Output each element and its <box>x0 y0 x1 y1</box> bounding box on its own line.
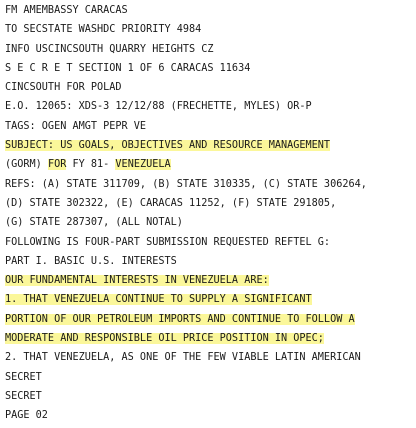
line-text: E.O. 12065: XDS-3 12/12/88 (FRECHETTE, MYLES) OR-P <box>5 101 312 113</box>
subject-continuation-line <box>5 155 413 174</box>
line-text: SECRET <box>5 371 42 383</box>
highlighted-text: PORTION OF OUR PETROLEUM IMPORTS AND CONTINUE TO FOLLOW A <box>5 313 355 325</box>
tags-line <box>5 117 413 136</box>
line-text: INFO USCINCSOUTH QUARRY HEIGHTS CZ <box>5 43 214 55</box>
classification-footer-line <box>5 368 413 387</box>
body-line <box>5 290 413 309</box>
part-heading-line <box>5 252 413 271</box>
references-line <box>5 194 413 213</box>
addressee-line <box>5 78 413 97</box>
line-text: CINCSOUTH FOR POLAD <box>5 82 122 94</box>
line-text: SECRET <box>5 390 42 402</box>
line-text: PAGE 02 <box>5 410 48 422</box>
line-text: TO SECSTATE WASHDC PRIORITY 4984 <box>5 24 202 36</box>
classification-header-line <box>5 387 413 406</box>
highlighted-text: 1. THAT VENEZUELA CONTINUE TO SUPPLY A SIGNIFICANT <box>5 294 312 306</box>
line-text: FOLLOWING IS FOUR-PART SUBMISSION REQUESTED REFTEL G: <box>5 236 331 248</box>
references-line <box>5 213 413 232</box>
line-text: (G) STATE 287307, (ALL NOTAL) <box>5 217 183 229</box>
line-text: FY 81- <box>66 159 116 171</box>
subject-line <box>5 136 413 155</box>
references-line <box>5 175 413 194</box>
highlighted-text: SUBJECT: US GOALS, OBJECTIVES AND RESOURCE MANAGEMENT <box>5 140 331 152</box>
line-text: 2. THAT VENEZUELA, AS ONE OF THE FEW VIABLE LATIN AMERICAN <box>5 352 361 364</box>
line-text: (D) STATE 302322, (E) CARACAS 11252, (F) STATE 291805, <box>5 197 337 209</box>
header-info-line <box>5 40 413 59</box>
highlighted-text: MODERATE AND RESPONSIBLE OIL PRICE POSITION IN OPEC; <box>5 333 324 345</box>
classification-section-line <box>5 59 413 78</box>
body-line <box>5 329 413 348</box>
body-line <box>5 271 413 290</box>
page-number-line <box>5 406 413 425</box>
header-from-line <box>5 1 413 20</box>
line-text: TAGS: OGEN AMGT PEPR VE <box>5 120 147 132</box>
line-text: (GORM) <box>5 159 48 171</box>
line-text: FM AMEMBASSY CARACAS <box>5 5 128 16</box>
highlighted-text: VENEZUELA <box>115 159 171 171</box>
line-text: REFS: (A) STATE 311709, (B) STATE 310335, (C) STATE 306264, <box>5 178 367 190</box>
header-to-line <box>5 20 413 39</box>
cable-document <box>5 1 413 426</box>
line-text: S E C R E T SECTION 1 OF 6 CARACAS 11634 <box>5 62 251 74</box>
body-line <box>5 348 413 367</box>
body-line <box>5 310 413 329</box>
executive-order-line <box>5 97 413 116</box>
highlighted-text: FOR <box>47 159 67 171</box>
body-line <box>5 233 413 252</box>
line-text: PART I. BASIC U.S. INTERESTS <box>5 255 177 267</box>
highlighted-text: OUR FUNDAMENTAL INTERESTS IN VENEZUELA ARE: <box>5 275 269 287</box>
